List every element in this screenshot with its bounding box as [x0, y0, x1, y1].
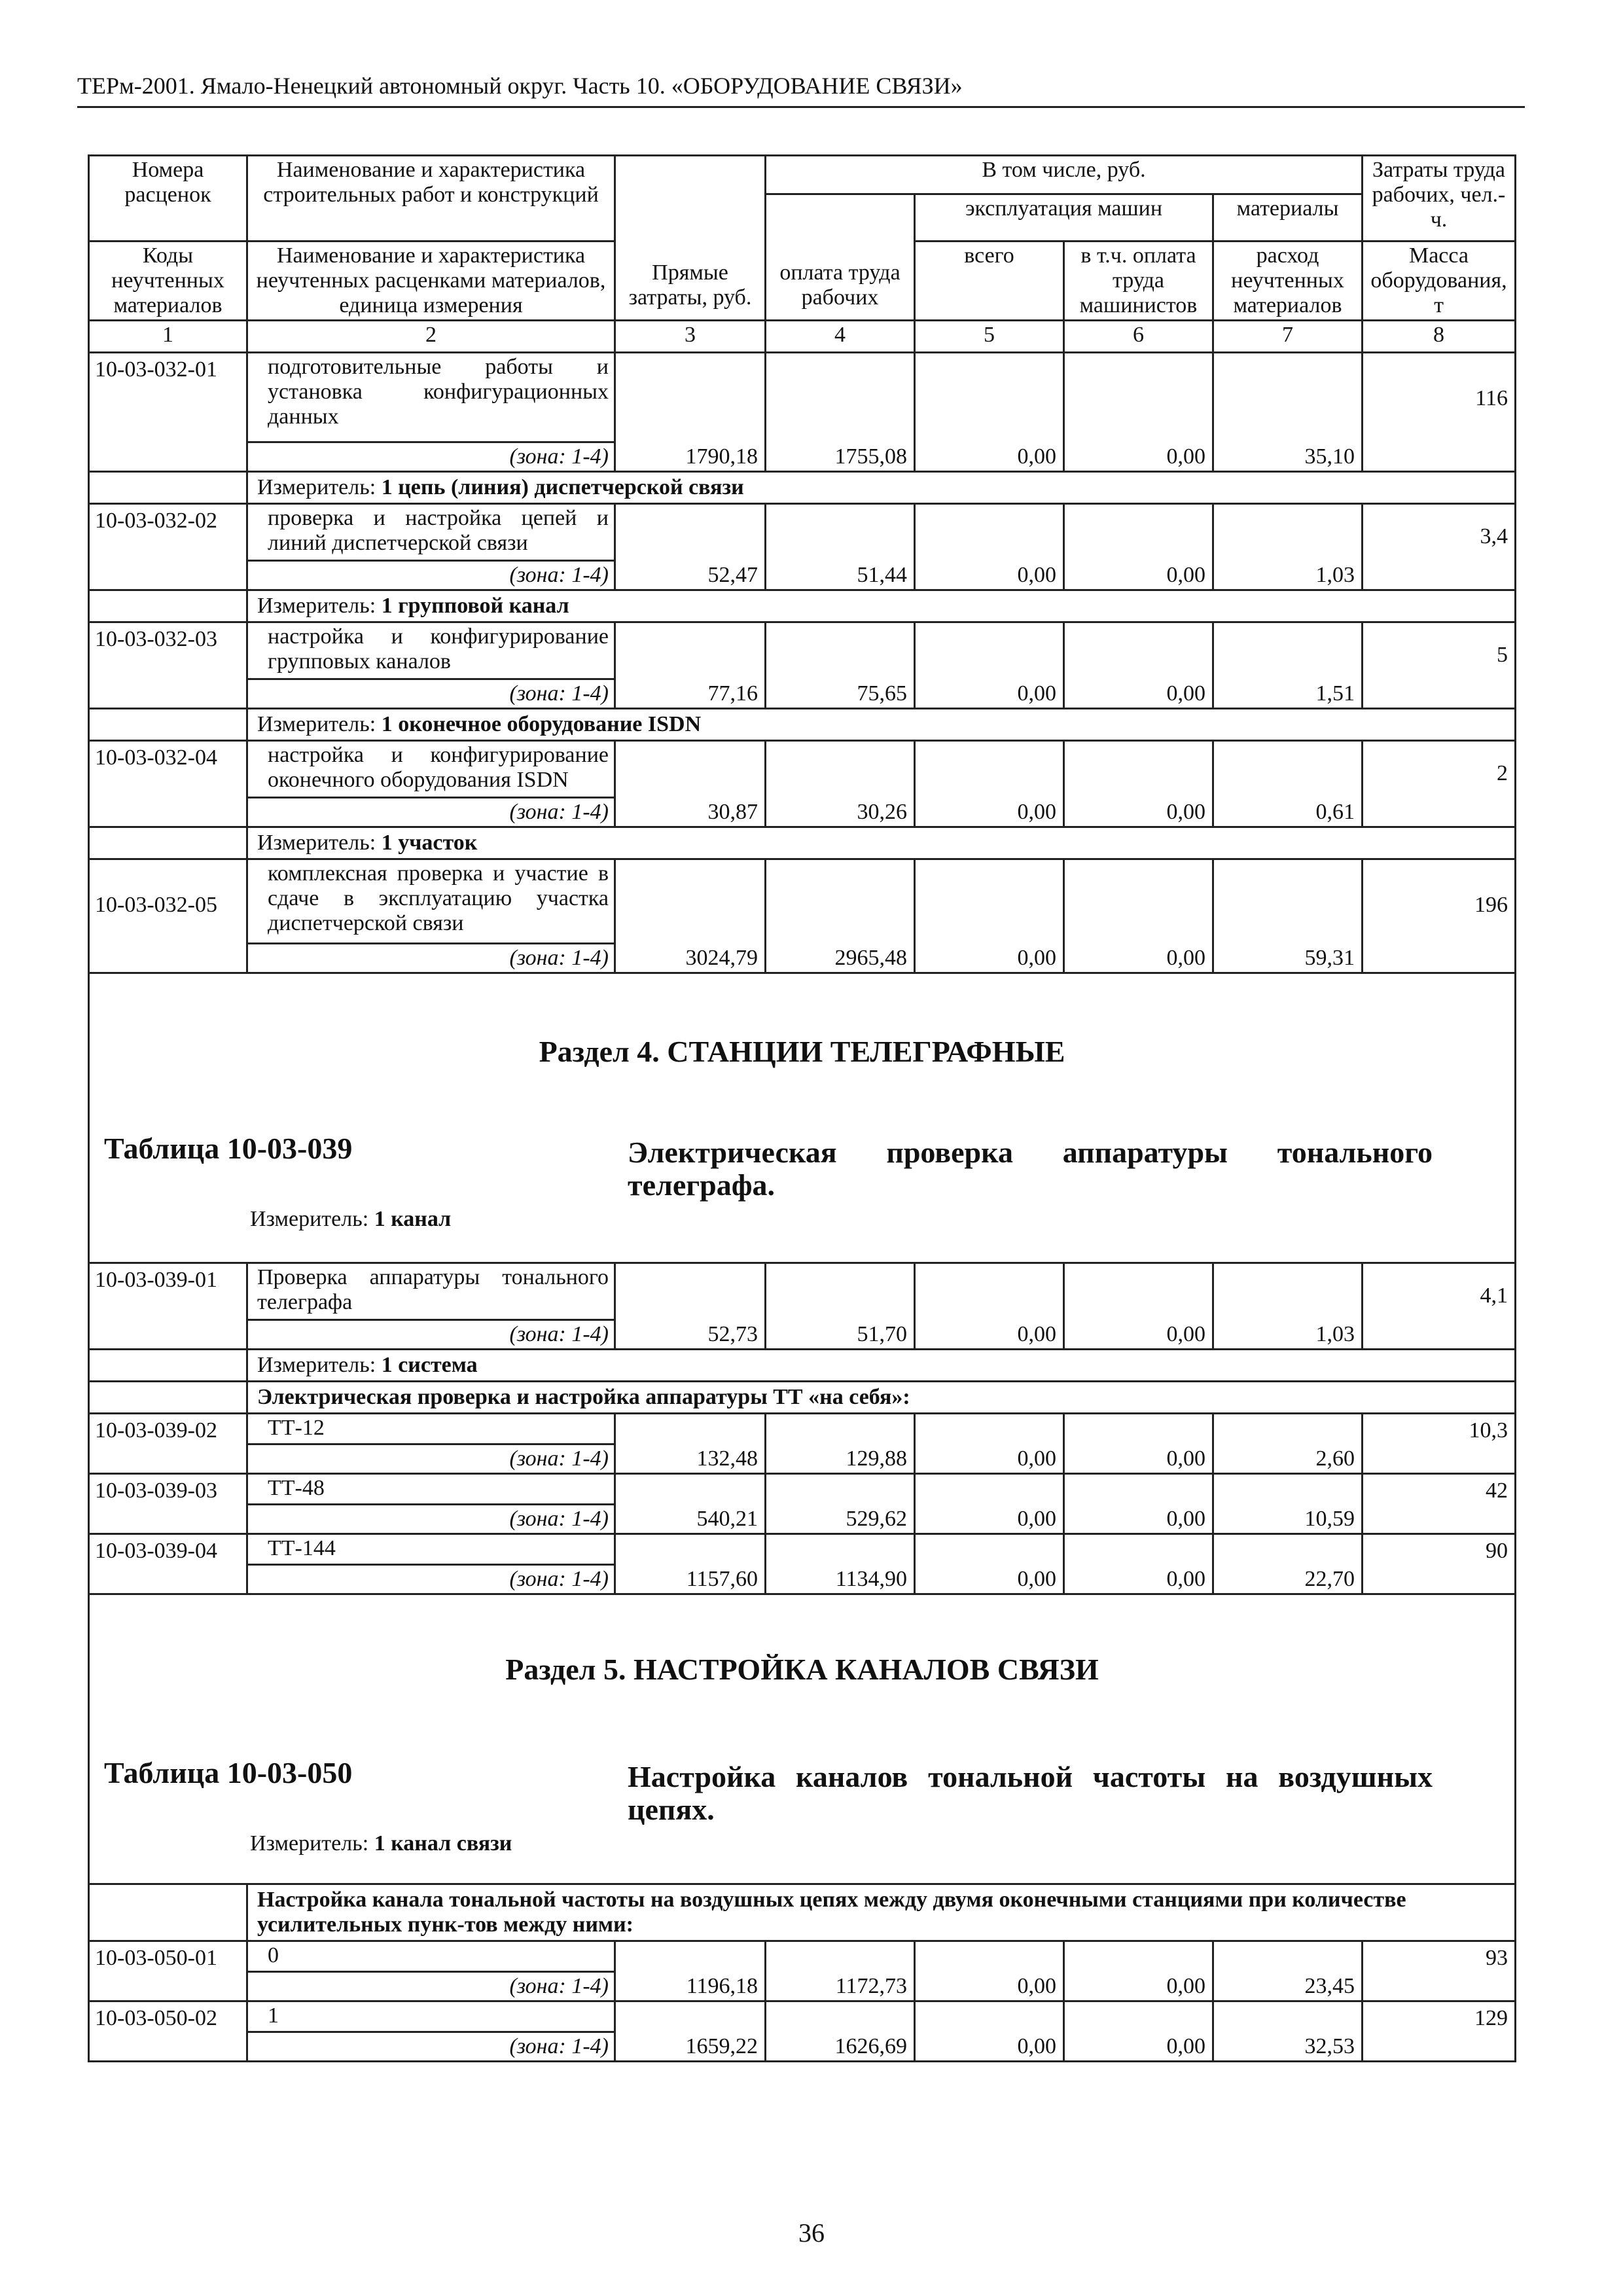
- header-materials: материалы: [1213, 194, 1363, 242]
- table-row: [89, 622, 1516, 679]
- header-machine-total: всего: [915, 242, 1064, 321]
- header-work-name: Наименование и характеристика строительных работ и конструкций: [247, 156, 615, 242]
- table-row: [89, 1941, 1516, 1972]
- measure-unit: Измеритель: 1 оконечное оборудование ISDN: [247, 709, 1516, 741]
- col-num: 3: [615, 321, 766, 353]
- materials: 59,31: [1213, 859, 1363, 973]
- subheading: Электрическая проверка и настройка аппаратуры ТТ «на себя»:: [247, 1382, 1516, 1414]
- header-machine-labor: в т.ч. оплата труда машинистов: [1064, 242, 1213, 321]
- materials: 35,10: [1213, 353, 1363, 472]
- materials: 0,61: [1213, 741, 1363, 827]
- table-title: Настройка каналов тональной частоты на воздушных цепях.: [628, 1760, 1433, 1826]
- machine-total: 0,00: [915, 1941, 1064, 2001]
- materials: 1,03: [1213, 504, 1363, 590]
- work-description: проверка и настройка цепей и линий диспетчерской связи: [247, 504, 615, 561]
- measure-unit: Измеритель: 1 групповой канал: [247, 590, 1516, 622]
- labor-pay: 529,62: [766, 1474, 915, 1534]
- table-row: [89, 1414, 1516, 1444]
- measure-unit: Измеритель: 1 цепь (линия) диспетчерской связи: [247, 472, 1516, 504]
- labor-pay: 129,88: [766, 1414, 915, 1474]
- zone-label: (зона: 1-4): [247, 1444, 615, 1474]
- direct-costs: 1196,18: [615, 1941, 766, 2001]
- machine-labor: 0,00: [1064, 1534, 1213, 1594]
- labor-pay: 1626,69: [766, 2001, 915, 2062]
- machine-labor: 0,00: [1064, 353, 1213, 472]
- labor-hours: 10,3: [1363, 1414, 1516, 1474]
- labor-hours: 93: [1363, 1941, 1516, 2001]
- labor-pay: 30,26: [766, 741, 915, 827]
- measure-row: [89, 709, 1516, 741]
- page-number: 36: [798, 2218, 825, 2248]
- labor-hours: 129: [1363, 2001, 1516, 2062]
- labor-pay: 51,44: [766, 504, 915, 590]
- direct-costs: 3024,79: [615, 859, 766, 973]
- table-label: Таблица 10-03-050: [104, 1756, 353, 1789]
- materials: 1,03: [1213, 1263, 1363, 1350]
- header-row-1: [89, 156, 1516, 194]
- labor-pay: 1134,90: [766, 1534, 915, 1594]
- header-equipment-mass: Масса оборудования, т: [1363, 242, 1516, 321]
- subheading-row: [89, 1884, 1516, 1941]
- machine-total: 0,00: [915, 622, 1064, 709]
- zone-label: (зона: 1-4): [247, 442, 615, 472]
- subheading-row: [89, 1382, 1516, 1414]
- direct-costs: 30,87: [615, 741, 766, 827]
- machine-total: 0,00: [915, 1474, 1064, 1534]
- measure-row: [89, 827, 1516, 859]
- labor-pay: 1755,08: [766, 353, 915, 472]
- machine-labor: 0,00: [1064, 1263, 1213, 1350]
- table-row: [89, 353, 1516, 442]
- table-row: [89, 504, 1516, 561]
- materials: 23,45: [1213, 1941, 1363, 2001]
- materials: 22,70: [1213, 1534, 1363, 1594]
- direct-costs: 77,16: [615, 622, 766, 709]
- rate-code: 10-03-032-03: [89, 622, 247, 709]
- column-number-row: [89, 321, 1516, 353]
- machine-total: 0,00: [915, 2001, 1064, 2062]
- work-description: настройка и конфигурирование групповых каналов: [247, 622, 615, 679]
- zone-label: (зона: 1-4): [247, 2032, 615, 2062]
- section-title: Раздел 5. НАСТРОЙКА КАНАЛОВ СВЯЗИ: [505, 1653, 1099, 1686]
- col-num: 7: [1213, 321, 1363, 353]
- machine-labor: 0,00: [1064, 1941, 1213, 2001]
- rate-code: 10-03-039-03: [89, 1474, 247, 1534]
- machine-labor: 0,00: [1064, 622, 1213, 709]
- machine-total: 0,00: [915, 1263, 1064, 1350]
- table-row: [89, 741, 1516, 798]
- materials: 32,53: [1213, 2001, 1363, 2062]
- zone-label: (зона: 1-4): [247, 944, 615, 973]
- machine-total: 0,00: [915, 741, 1064, 827]
- rate-code: 10-03-050-01: [89, 1941, 247, 2001]
- measure-unit: Измеритель: 1 канал: [250, 1207, 452, 1231]
- table-row: [89, 1534, 1516, 1565]
- labor-hours: 90: [1363, 1534, 1516, 1594]
- header-labor-pay: оплата труда рабочих: [766, 194, 915, 321]
- col-num: 4: [766, 321, 915, 353]
- machine-total: 0,00: [915, 1534, 1064, 1594]
- header-machine-operation: эксплуатация машин: [915, 194, 1213, 242]
- measure-row: [89, 1350, 1516, 1382]
- subheading: Настройка канала тональной частоты на воздушных цепях между двумя оконечными станциями при количестве усилительных пунк-тов между ними:: [247, 1884, 1516, 1941]
- measure-row: [89, 590, 1516, 622]
- table-row: [89, 1474, 1516, 1505]
- labor-hours: 4,1: [1363, 1263, 1516, 1350]
- rate-code: 10-03-039-04: [89, 1534, 247, 1594]
- measure-unit: Измеритель: 1 система: [247, 1350, 1516, 1382]
- labor-pay: 1172,73: [766, 1941, 915, 2001]
- zone-label: (зона: 1-4): [247, 798, 615, 827]
- work-description: ТТ-144: [247, 1534, 615, 1565]
- header-including: В том числе, руб.: [766, 156, 1363, 194]
- header-labor-costs: Затраты труда рабочих, чел.-ч.: [1363, 156, 1516, 242]
- running-header: ТЕРм-2001. Ямало-Ненецкий автономный округ. Часть 10. «ОБОРУДОВАНИЕ СВЯЗИ»: [77, 72, 1525, 108]
- work-description: 1: [247, 2001, 615, 2032]
- rate-code: 10-03-032-02: [89, 504, 247, 590]
- rate-code: 10-03-050-02: [89, 2001, 247, 2062]
- direct-costs: 52,73: [615, 1263, 766, 1350]
- measure-unit: Измеритель: 1 участок: [247, 827, 1516, 859]
- labor-hours: 5: [1363, 622, 1516, 709]
- labor-hours: 42: [1363, 1474, 1516, 1534]
- col-num: 5: [915, 321, 1064, 353]
- col-num: 6: [1064, 321, 1213, 353]
- zone-label: (зона: 1-4): [247, 1505, 615, 1534]
- zone-label: (зона: 1-4): [247, 679, 615, 709]
- rate-code: 10-03-032-01: [89, 353, 247, 472]
- rate-code: 10-03-039-01: [89, 1263, 247, 1350]
- machine-labor: 0,00: [1064, 859, 1213, 973]
- labor-pay: 75,65: [766, 622, 915, 709]
- work-description: ТТ-12: [247, 1414, 615, 1444]
- machine-labor: 0,00: [1064, 1474, 1213, 1534]
- work-description: Проверка аппаратуры тонального телеграфа: [247, 1263, 615, 1320]
- zone-label: (зона: 1-4): [247, 1320, 615, 1350]
- rate-code: 10-03-039-02: [89, 1414, 247, 1474]
- materials: 2,60: [1213, 1414, 1363, 1474]
- header-direct-costs: Прямые затраты, руб.: [615, 156, 766, 321]
- machine-total: 0,00: [915, 504, 1064, 590]
- direct-costs: 1790,18: [615, 353, 766, 472]
- rate-code: 10-03-032-04: [89, 741, 247, 827]
- measure-unit: Измеритель: 1 канал связи: [250, 1831, 512, 1856]
- zone-label: (зона: 1-4): [247, 1972, 615, 2001]
- header-materials-unaccounted: расход неучтенных материалов: [1213, 242, 1363, 321]
- section-title: Раздел 4. СТАНЦИИ ТЕЛЕГРАФНЫЕ: [539, 1035, 1065, 1068]
- table-row: [89, 859, 1516, 944]
- section-block: [89, 973, 1516, 1263]
- machine-total: 0,00: [915, 859, 1064, 973]
- machine-total: 0,00: [915, 353, 1064, 472]
- work-description: подготовительные работы и установка конфигурационных данных: [247, 353, 615, 442]
- col-num: 8: [1363, 321, 1516, 353]
- labor-hours: 3,4: [1363, 504, 1516, 590]
- direct-costs: 132,48: [615, 1414, 766, 1474]
- work-description: 0: [247, 1941, 615, 1972]
- machine-labor: 0,00: [1064, 741, 1213, 827]
- zone-label: (зона: 1-4): [247, 561, 615, 590]
- materials: 1,51: [1213, 622, 1363, 709]
- col-num: 2: [247, 321, 615, 353]
- zone-label: (зона: 1-4): [247, 1565, 615, 1594]
- machine-labor: 0,00: [1064, 504, 1213, 590]
- machine-labor: 0,00: [1064, 2001, 1213, 2062]
- section-block: [89, 1594, 1516, 1884]
- rate-code: 10-03-032-05: [89, 859, 247, 973]
- work-description: ТТ-48: [247, 1474, 615, 1505]
- table-title: Электрическая проверка аппаратуры тонального телеграфа.: [628, 1136, 1433, 1202]
- col-num: 1: [89, 321, 247, 353]
- labor-pay: 2965,48: [766, 859, 915, 973]
- direct-costs: 1157,60: [615, 1534, 766, 1594]
- materials: 10,59: [1213, 1474, 1363, 1534]
- table-row: [89, 1263, 1516, 1320]
- machine-labor: 0,00: [1064, 1414, 1213, 1474]
- labor-hours: 116: [1363, 353, 1516, 472]
- labor-hours: 196: [1363, 859, 1516, 973]
- header-material-names: Наименование и характеристика неучтенных расценками материалов, единица измерения: [247, 242, 615, 321]
- table-label: Таблица 10-03-039: [104, 1132, 353, 1165]
- table-row: [89, 2001, 1516, 2032]
- work-description: комплексная проверка и участие в сдаче в эксплуатацию участка диспетчерской связи: [247, 859, 615, 944]
- labor-pay: 51,70: [766, 1263, 915, 1350]
- header-material-codes: Коды неучтенных материалов: [89, 242, 247, 321]
- header-rate-numbers: Номера расценок: [89, 156, 247, 242]
- measure-row: [89, 472, 1516, 504]
- machine-total: 0,00: [915, 1414, 1064, 1474]
- rates-table: [88, 154, 1516, 2062]
- labor-hours: 2: [1363, 741, 1516, 827]
- direct-costs: 540,21: [615, 1474, 766, 1534]
- direct-costs: 1659,22: [615, 2001, 766, 2062]
- direct-costs: 52,47: [615, 504, 766, 590]
- work-description: настройка и конфигурирование оконечного оборудования ISDN: [247, 741, 615, 798]
